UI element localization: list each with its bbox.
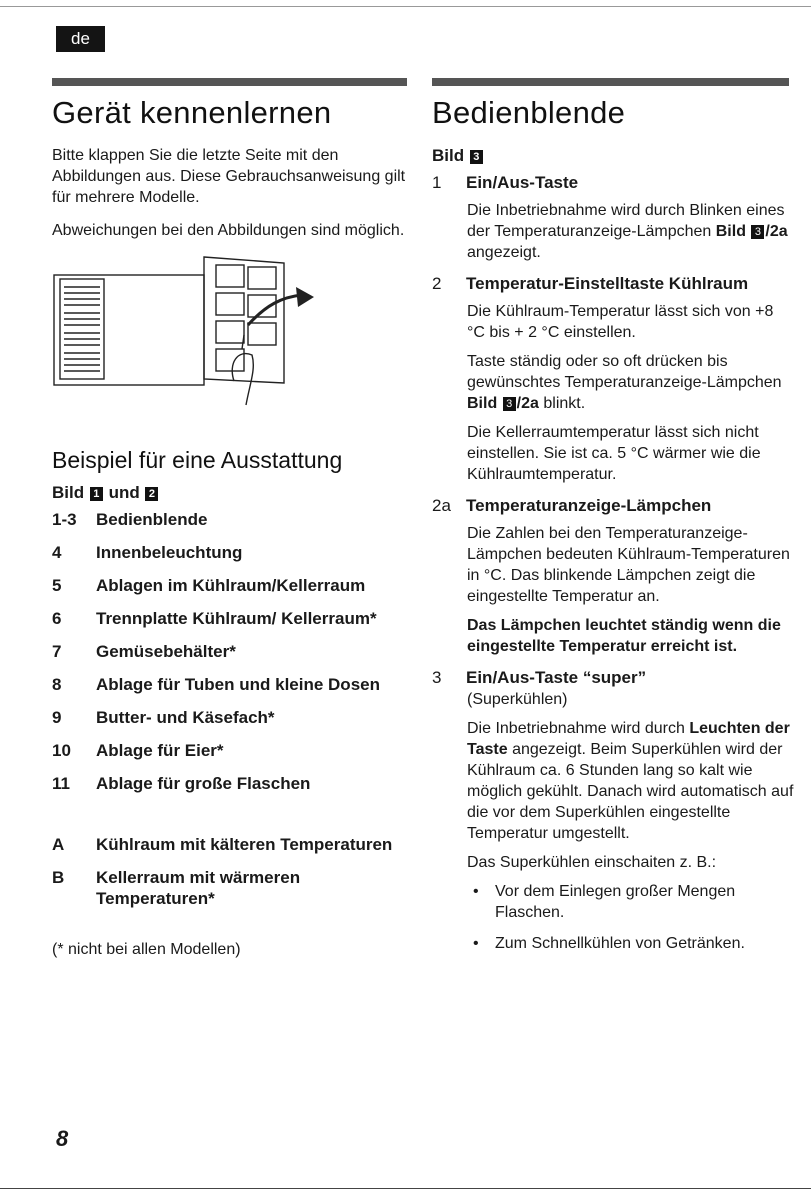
figure-suffix: /2a — [516, 395, 539, 412]
figure-and: und — [108, 483, 140, 502]
section-heading: Ein/Aus-Taste “super” — [466, 668, 647, 687]
section-temp-set — [432, 273, 794, 485]
figure-label: Bild — [52, 483, 85, 502]
legend-text: Gemüsebehälter* — [96, 642, 236, 661]
legend-text: Ablagen im Kühlraum/Kellerraum — [96, 576, 366, 595]
intro-text — [52, 145, 412, 241]
section-super — [432, 667, 794, 954]
legend-item — [52, 834, 412, 855]
legend-item — [52, 674, 412, 695]
section-paragraph: Die Zahlen bei den Temperaturanzeige-Lämpchen bedeuten Kühlraum-Temperaturen in °C. Das blinkende Lämpchen zeigt die eingestellte Temperatur an. — [467, 525, 790, 605]
legend-text: Innenbeleuchtung — [96, 543, 243, 562]
legend-text: Ablage für große Flaschen — [96, 774, 311, 793]
page-number: 8 — [56, 1126, 69, 1151]
figure-number-3: 3 — [470, 150, 483, 164]
legend-item — [52, 707, 412, 728]
section-heading: Temperatur-Einstelltaste Kühlraum — [466, 274, 749, 293]
left-title: Gerät kennenlernen — [52, 95, 332, 130]
legend-item — [52, 740, 412, 761]
header-rule-left — [52, 78, 407, 86]
right-title: Bedienblende — [432, 95, 626, 130]
figure-suffix: /2a — [765, 223, 788, 240]
section-number: 2 — [432, 274, 442, 293]
figure-label: Bild — [467, 395, 498, 412]
figure-label: Bild — [432, 146, 465, 165]
intro-paragraph-1: Bitte klappen Sie die letzte Seite mit den Abbildungen aus. Diese Gebrauchsanweisung gilt für mehrere Modelle. — [52, 147, 406, 206]
legend-text: Kellerraum mit wärmeren Temperaturen* — [96, 868, 301, 908]
legend-number: 10 — [52, 741, 71, 760]
top-edge-line — [0, 6, 811, 7]
legend-text: Kühlraum mit kälteren Temperaturen — [96, 835, 393, 854]
legend-number: 11 — [52, 774, 70, 793]
figure-number-3: 3 — [751, 225, 764, 239]
right-column — [432, 95, 794, 964]
section-subheading: (Superkühlen) — [467, 691, 568, 708]
bullet-list — [467, 881, 794, 954]
figure-number-1: 1 — [90, 487, 103, 501]
bullet-icon: • — [473, 883, 479, 900]
section-heading: Ein/Aus-Taste — [466, 173, 579, 192]
legend-number: 8 — [52, 675, 62, 694]
figure-number-3: 3 — [503, 397, 516, 411]
section-paragraph — [467, 718, 794, 844]
section-number: 3 — [432, 668, 442, 687]
section-number: 1 — [432, 173, 442, 192]
section-paragraph — [467, 200, 794, 263]
section-paragraph — [467, 351, 794, 414]
text-run: Die Inbetriebnahme wird durch — [467, 720, 685, 737]
legend-text: Ablage für Tuben und kleine Dosen — [96, 675, 380, 694]
figure-reference-right — [432, 145, 794, 166]
fold-out-page-illustration — [52, 253, 322, 413]
figure-reference — [52, 482, 412, 503]
section-number: 2a — [432, 496, 451, 515]
legend-letter: B — [52, 868, 65, 887]
legend-item — [52, 542, 412, 563]
legend-number: 6 — [52, 609, 62, 628]
bullet-icon: • — [473, 935, 479, 952]
footnote: (* nicht bei allen Modellen) — [52, 941, 241, 958]
left-column — [52, 95, 412, 960]
figure-number-2: 2 — [145, 487, 158, 501]
equipment-subtitle: Beispiel für eine Ausstattung — [52, 447, 343, 473]
bottom-edge-line — [0, 1188, 811, 1189]
text-run: Taste ständig oder so oft drücken bis gewünschtes Temperaturanzeige-Lämpchen — [467, 353, 782, 391]
legend-number: 1-3 — [52, 510, 77, 529]
section-paragraph: Die Kühlraum-Temperatur lässt sich von +8 °C bis + 2 °C einstellen. — [467, 303, 774, 341]
legend-item — [52, 867, 412, 909]
section-heading: Temperaturanzeige-Lämpchen — [466, 496, 712, 515]
legend-text: Trennplatte Kühlraum/ Kellerraum* — [96, 609, 377, 628]
section-indicator-lamps — [432, 495, 794, 657]
text-run: angezeigt. — [467, 244, 541, 261]
legend-number: 5 — [52, 576, 62, 595]
legend-item — [52, 608, 412, 629]
section-on-off — [432, 172, 794, 263]
legend-text: Bedienblende — [96, 510, 208, 529]
intro-paragraph-2: Abweichungen bei den Abbildungen sind möglich. — [52, 222, 405, 239]
legend-letter: A — [52, 835, 65, 854]
list-item-text: Zum Schnellkühlen von Getränken. — [495, 935, 745, 952]
list-item — [467, 933, 794, 954]
equipment-legend — [52, 509, 412, 909]
legend-item — [52, 575, 412, 596]
legend-item — [52, 641, 412, 662]
section-paragraph: Die Kellerraumtemperatur lässt sich nicht einstellen. Sie ist ca. 5 °C wärmer wie die Kühlraumtemperatur. — [467, 424, 761, 483]
list-item — [467, 881, 794, 923]
legend-item — [52, 509, 412, 530]
legend-number: 7 — [52, 642, 62, 661]
section-note: Das Lämpchen leuchtet ständig wenn die eingestellte Temperatur erreicht ist. — [467, 617, 781, 655]
text-run: blinkt. — [543, 395, 586, 412]
figure-label: Bild — [715, 223, 746, 240]
text-run: angezeigt. Beim Superkühlen wird der Kühlraum ca. 6 Stunden lang so kalt wie möglich gekühlt. Danach wird automatisch auf die vor dem Superkühlen eingestellte Temperatur umgestellt. — [467, 741, 794, 842]
fold-out-illustration — [52, 253, 412, 418]
list-item-text: Vor dem Einlegen großer Mengen Flaschen. — [495, 883, 736, 921]
legend-item — [52, 773, 412, 794]
text-emphasis: Leuchten der Taste — [467, 720, 790, 758]
text-run: Die Inbetriebnahme wird durch Blinken eines der Temperaturanzeige-Lämpchen — [467, 202, 785, 240]
section-paragraph: Das Superkühlen einschaiten z. B.: — [467, 854, 717, 871]
legend-number: 4 — [52, 543, 62, 562]
legend-number: 9 — [52, 708, 62, 727]
legend-text: Butter- und Käsefach* — [96, 708, 275, 727]
legend-text: Ablage für Eier* — [96, 741, 224, 760]
header-rule-right — [432, 78, 789, 86]
language-badge: de — [56, 26, 105, 52]
